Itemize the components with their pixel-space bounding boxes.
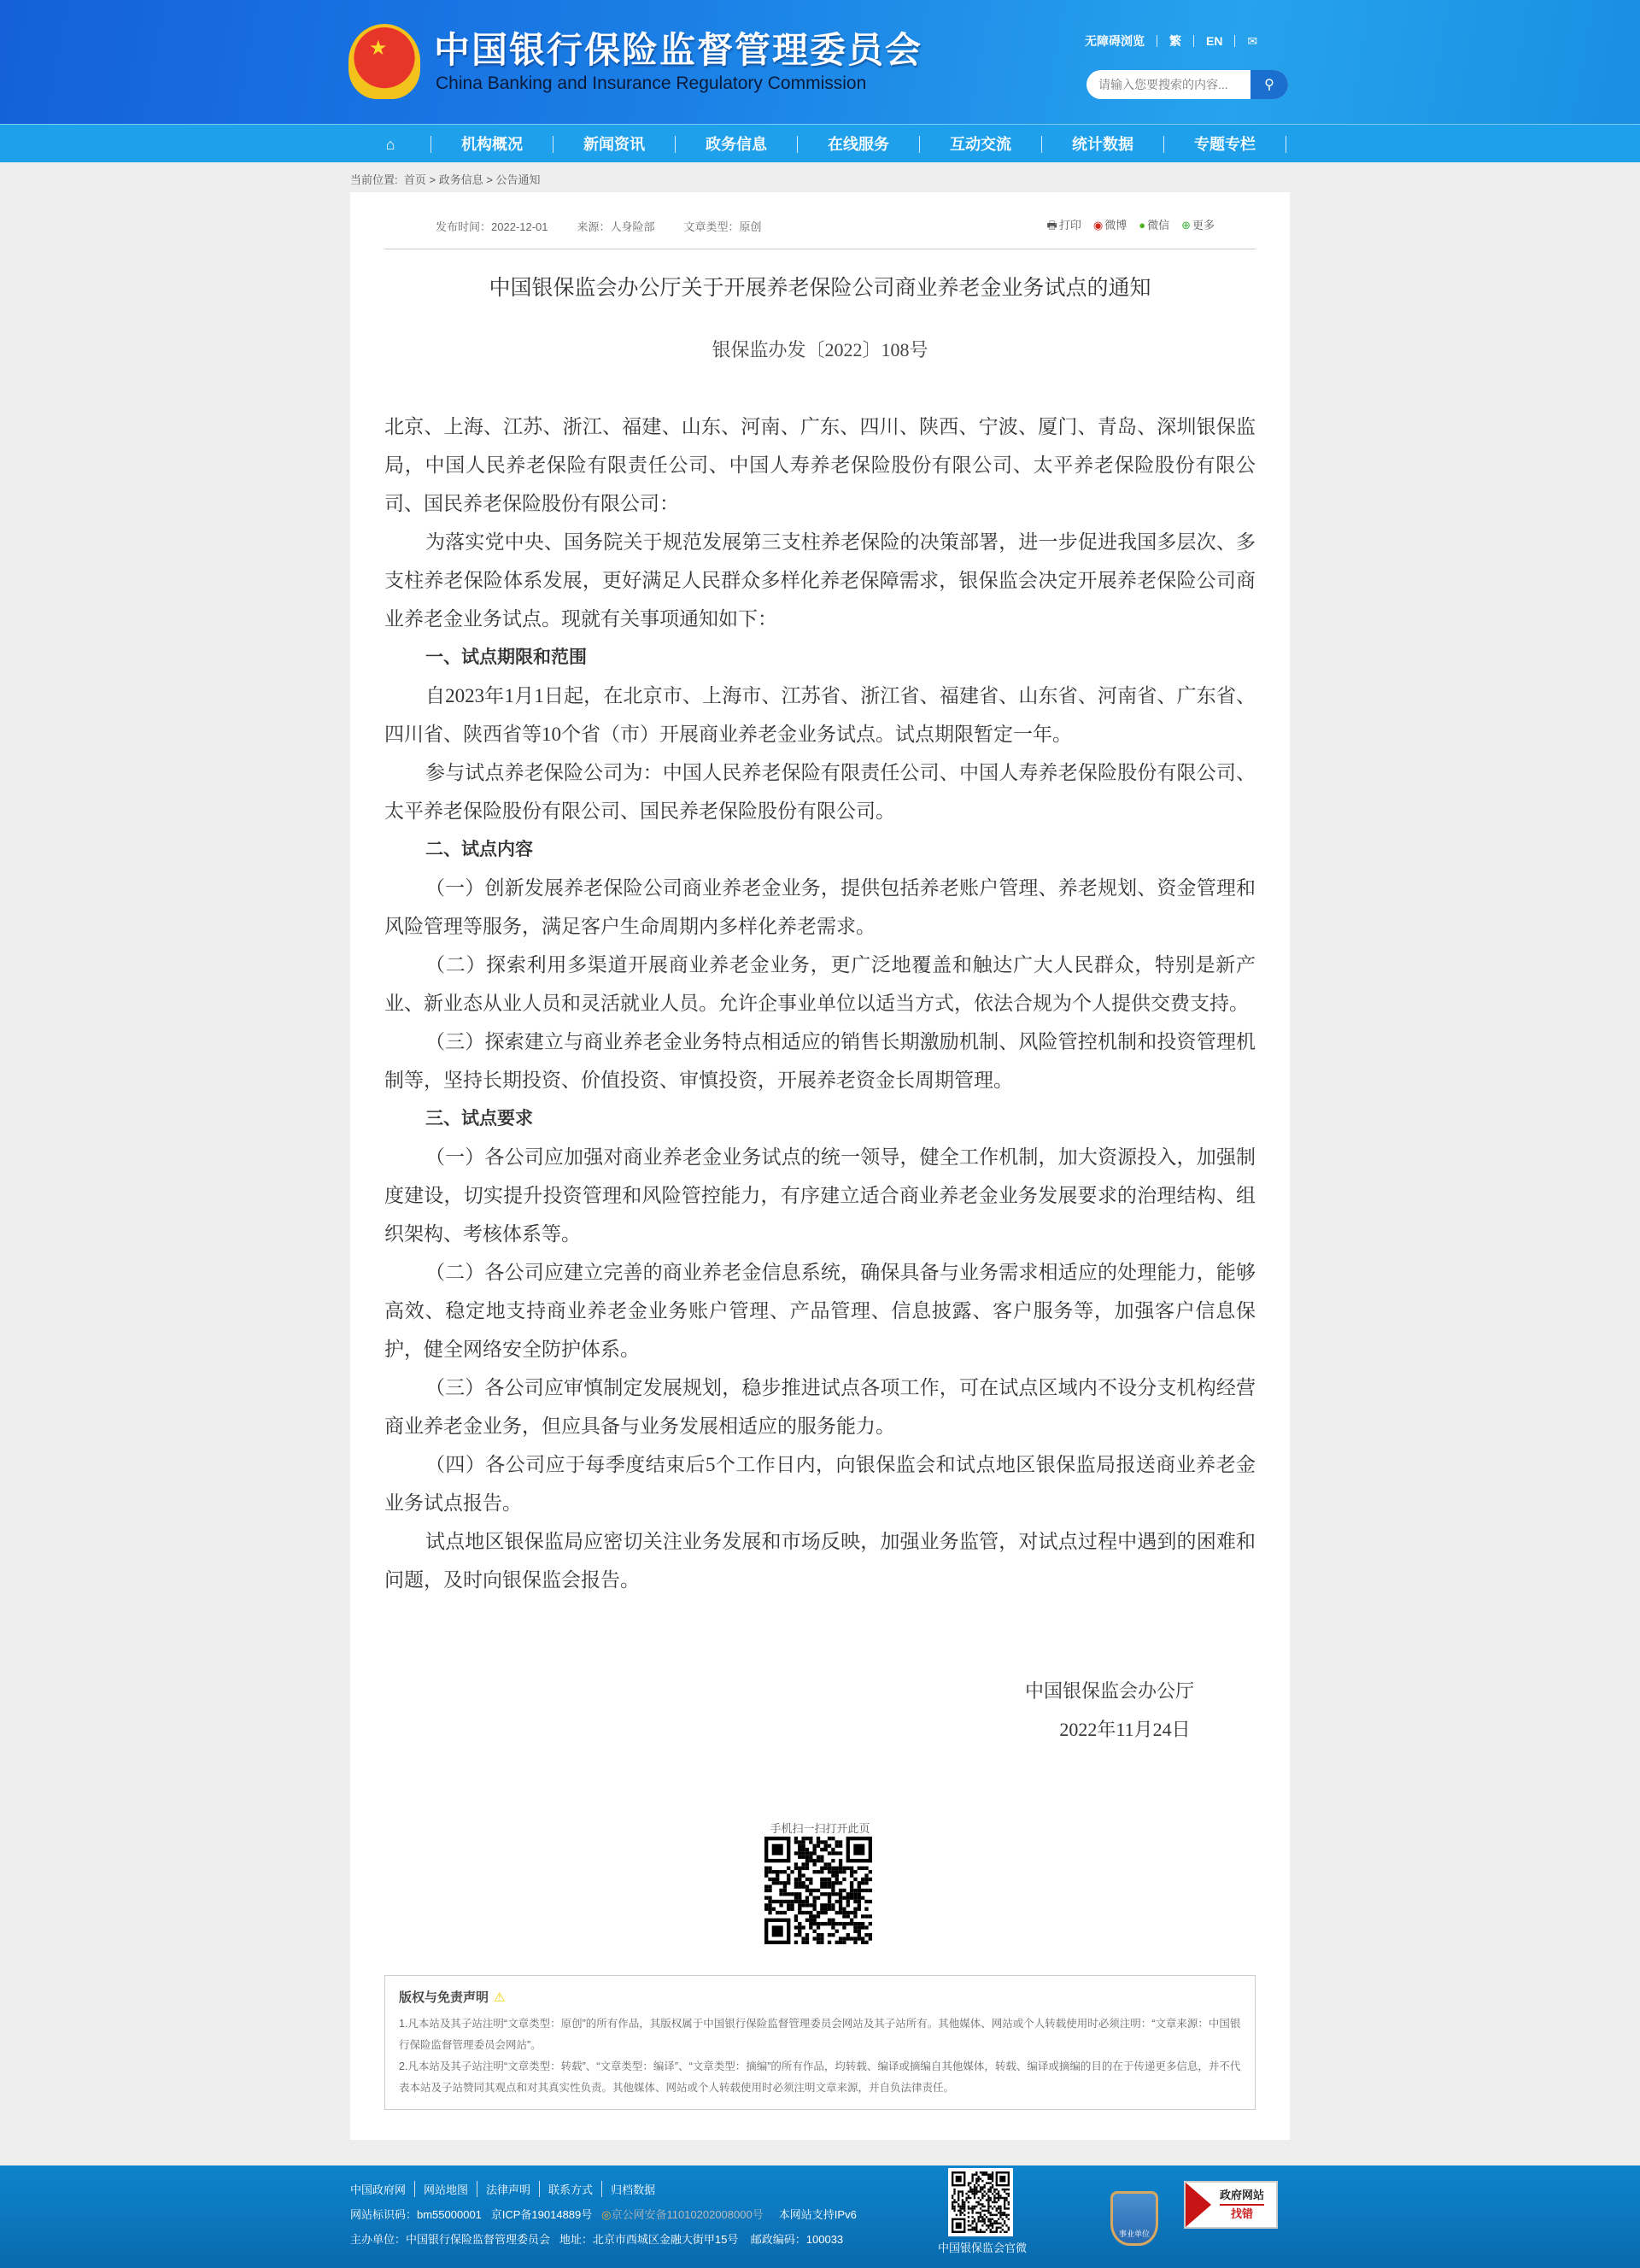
- weibo-label: 微博: [1104, 219, 1128, 231]
- badge-gov-label: 政府网站: [1220, 2189, 1265, 2201]
- top-links: [1085, 32, 1257, 50]
- warning-icon: ⚠: [494, 1990, 506, 2005]
- icp-link[interactable]: 京ICP备19014889号: [490, 2208, 593, 2221]
- search-icon: ⚲: [1264, 78, 1274, 92]
- signer: 中国银保监会办公厅: [1025, 1680, 1195, 1702]
- breadcrumb-label: 当前位置:: [350, 173, 398, 186]
- publish-time: 发布时间：2022-12-01: [436, 220, 548, 233]
- address: 地址：北京市西城区金融大街甲15号: [559, 2233, 739, 2246]
- site-header: [0, 0, 1640, 124]
- more-label: 更多: [1192, 219, 1215, 231]
- breadcrumb-gov-info[interactable]: 政务信息: [438, 173, 483, 186]
- footer-links: [350, 2181, 664, 2197]
- section-heading: 一、试点期限和范围: [425, 647, 587, 667]
- nav-item-statistics[interactable]: 统计数据: [1042, 136, 1164, 153]
- disclaimer-title: 版权与免责声明: [399, 1990, 489, 2005]
- breadcrumb-home[interactable]: 首页: [403, 173, 426, 186]
- badge-error-label: 找错: [1220, 2204, 1264, 2223]
- article-title: 中国银保监会办公厅关于开展养老保险公司商业养老金业务试点的通知: [489, 275, 1151, 300]
- paragraph: 自2023年1月1日起，在北京市、上海市、江苏省、浙江省、福建省、山东省、河南省、广东省、四川省、陕西省等10个省（市）开展商业养老金业务试点。试点期限暂定一年。: [384, 685, 1256, 745]
- document-number: 银保监办发〔2022〕108号: [712, 339, 928, 360]
- footer-link-contact[interactable]: 联系方式: [540, 2181, 602, 2197]
- site-name-cn: 中国银行保险监督管理委员会: [434, 30, 923, 70]
- nav-item-news[interactable]: 新闻资讯: [554, 136, 676, 153]
- site-footer: [0, 2165, 1640, 2268]
- share-bar: [1047, 216, 1215, 237]
- article-card: [350, 192, 1290, 2140]
- signature-block: [1025, 1672, 1194, 1749]
- weibo-share-button[interactable]: [1093, 216, 1127, 237]
- printer-icon: 🖶: [1046, 219, 1057, 231]
- national-emblem-logo: ★: [348, 24, 420, 99]
- paragraph: 参与试点养老保险公司为：中国人民养老保险有限责任公司、中国人寿养老保险股份有限公司、太平养老保险股份有限公司、国民养老保险股份有限公司。: [384, 762, 1256, 822]
- search-button[interactable]: [1250, 70, 1288, 99]
- paragraph: （一）各公司应加强对商业养老金业务试点的统一领导，健全工作机制，加大资源投入，加强制度建设，切实提升投资管理和风险管控能力，有序建立适合商业养老金业务发展要求的治理结构、组织架构、考核体系等。: [384, 1146, 1256, 1245]
- disclaimer-item: 2.凡本站及其子站注明“文章类型：转载”、“文章类型：编译”、“文章类型：摘编”的所有作品，均转载、编译或摘编自其他媒体，转载、编译或摘编的目的在于传递更多信息，并不代表本站及子站赞同其观点和对其真实性负责。其他媒体、网站或个人转载使用时必须注明文章来源，并自负法律责任。: [399, 2060, 1241, 2094]
- paragraph: （四）各公司应于每季度结束后5个工作日内，向银保监会和试点地区银保监局报送商业养老金业务试点报告。: [384, 1454, 1256, 1514]
- more-share-button[interactable]: [1181, 216, 1215, 237]
- gov-site-error-report-badge[interactable]: [1184, 2181, 1278, 2229]
- police-record-link[interactable]: 京公网安备11010202008000号: [611, 2208, 764, 2221]
- breadcrumb-sep: >: [425, 173, 439, 186]
- wechat-icon: ●: [1139, 219, 1146, 231]
- nav-item-gov-info[interactable]: 政务信息: [676, 136, 798, 153]
- footer-link-sitemap[interactable]: 网站地图: [415, 2181, 477, 2197]
- traditional-chinese-link[interactable]: 繁: [1169, 34, 1181, 48]
- site-id: 网站标识码：bm55000001: [350, 2208, 482, 2221]
- nav-home[interactable]: [350, 136, 431, 153]
- accessibility-link[interactable]: 无障碍浏览: [1085, 34, 1145, 48]
- section-heading: 二、试点内容: [425, 839, 533, 859]
- footer-link-gov[interactable]: 中国政府网: [350, 2181, 415, 2197]
- site-name-en: China Banking and Insurance Regulatory Commission: [436, 73, 867, 93]
- magnifier-icon: [1186, 2183, 1211, 2227]
- breadcrumb-notices[interactable]: 公告通知: [495, 173, 541, 186]
- paragraph: （二）探索利用多渠道开展商业养老金业务，更广泛地覆盖和触达广大人民群众，特别是新产业、新业态从业人员和灵活就业人员。允许企事业单位以适当方式，依法合规为个人提供交费支持。: [384, 954, 1256, 1014]
- paragraph: 北京、上海、江苏、浙江、福建、山东、河南、广东、四川、陕西、宁波、厦门、青岛、深圳银保监局，中国人民养老保险有限责任公司、中国人寿养老保险股份有限公司、太平养老保险股份有限公司、国民养老保险股份有限公司：: [384, 416, 1256, 514]
- nav-item-about[interactable]: 机构概况: [431, 136, 554, 153]
- page-qr-code: [764, 1837, 872, 1944]
- badge-label: 事业单位: [1118, 2230, 1150, 2238]
- search-input[interactable]: [1086, 70, 1249, 99]
- host-unit: 主办单位：中国银行保险监督管理委员会: [350, 2233, 551, 2246]
- plus-circle-icon: ⊕: [1181, 219, 1191, 231]
- ipv6-note: 本网站支持IPv6: [778, 2208, 857, 2221]
- qr-caption: 手机扫一扫打开此页: [770, 1822, 870, 1835]
- paragraph: （一）创新发展养老保险公司商业养老金业务，提供包括养老账户管理、养老规划、资金管理和风险管理等服务，满足客户生命周期内多样化养老需求。: [384, 877, 1256, 937]
- footer-host-info: [350, 2230, 843, 2247]
- wechat-label: 微信: [1147, 219, 1170, 231]
- nav-item-interaction[interactable]: 互动交流: [920, 136, 1042, 153]
- section-heading: 三、试点要求: [425, 1108, 533, 1128]
- postcode: 邮政编码：100033: [750, 2233, 844, 2246]
- print-label: 打印: [1058, 219, 1081, 231]
- disclaimer-item: 1.凡本站及其子站注明“文章类型：原创”的所有作品，其版权属于中国银行保险监督管理委员会网站及其子站所有。其他媒体、网站或个人转载使用时必须注明：“文章来源：中国银行保险监督管理委员会网站”。: [399, 2018, 1241, 2051]
- breadcrumb-sep: >: [483, 173, 496, 186]
- paragraph: （三）探索建立与商业养老金业务特点相适应的销售长期激励机制、风险管控机制和投资管理机制等，坚持长期投资、价值投资、审慎投资，开展养老资金长周期管理。: [384, 1031, 1256, 1091]
- article-type: 文章类型：原创: [683, 220, 762, 233]
- nav-item-online-service[interactable]: 在线服务: [798, 136, 920, 153]
- nav-item-topics[interactable]: 专题专栏: [1164, 136, 1286, 153]
- mail-icon[interactable]: ✉: [1247, 33, 1258, 48]
- paragraph: （三）各公司应审慎制定发展规划，稳步推进试点各项工作，可在试点区域内不设分支机构经营商业养老金业务，但应具备与业务发展相适应的服务能力。: [384, 1377, 1256, 1437]
- main-nav: [0, 124, 1640, 162]
- breadcrumb: [350, 171, 541, 187]
- footer-link-archive[interactable]: 归档数据: [611, 2183, 656, 2196]
- weibo-qr-code: [948, 2168, 1013, 2236]
- home-icon: ⌂: [385, 135, 395, 153]
- footer-registration: [350, 2206, 857, 2222]
- disclaimer-box: [384, 1975, 1256, 2110]
- english-link[interactable]: EN: [1206, 34, 1223, 48]
- sign-date: 2022年11月24日: [1059, 1719, 1191, 1740]
- article-meta: [436, 218, 762, 234]
- paragraph: 为落实党中央、国务院关于规范发展第三支柱养老保险的决策部署，进一步促进我国多层次、多支柱养老保险体系发展，更好满足人民群众多样化养老保障需求，银保监会决定开展养老保险公司商业养老金业务试点。现就有关事项通知如下：: [384, 531, 1256, 630]
- footer-link-legal[interactable]: 法律声明: [477, 2181, 540, 2197]
- weibo-icon: ◉: [1092, 219, 1104, 231]
- article-source: 来源：人身险部: [577, 220, 655, 233]
- paragraph: （二）各公司应建立完善的商业养老金信息系统，确保具备与业务需求相适应的处理能力，能够高效、稳定地支持商业养老金业务账户管理、产品管理、信息披露、客户服务等，加强客户信息保护，健全网络安全防护体系。: [384, 1262, 1256, 1360]
- weibo-qr-caption: 中国银保监会官微: [937, 2242, 1027, 2254]
- article-body: [384, 407, 1256, 1599]
- public-institution-badge[interactable]: [1110, 2191, 1158, 2246]
- print-button[interactable]: [1047, 216, 1081, 237]
- paragraph: 试点地区银保监局应密切关注业务发展和市场反映，加强业务监管，对试点过程中遇到的困难和问题，及时向银保监会报告。: [384, 1531, 1256, 1591]
- police-badge-icon: ◎: [601, 2208, 612, 2221]
- search-box: [1086, 70, 1288, 99]
- wechat-share-button[interactable]: [1139, 216, 1169, 237]
